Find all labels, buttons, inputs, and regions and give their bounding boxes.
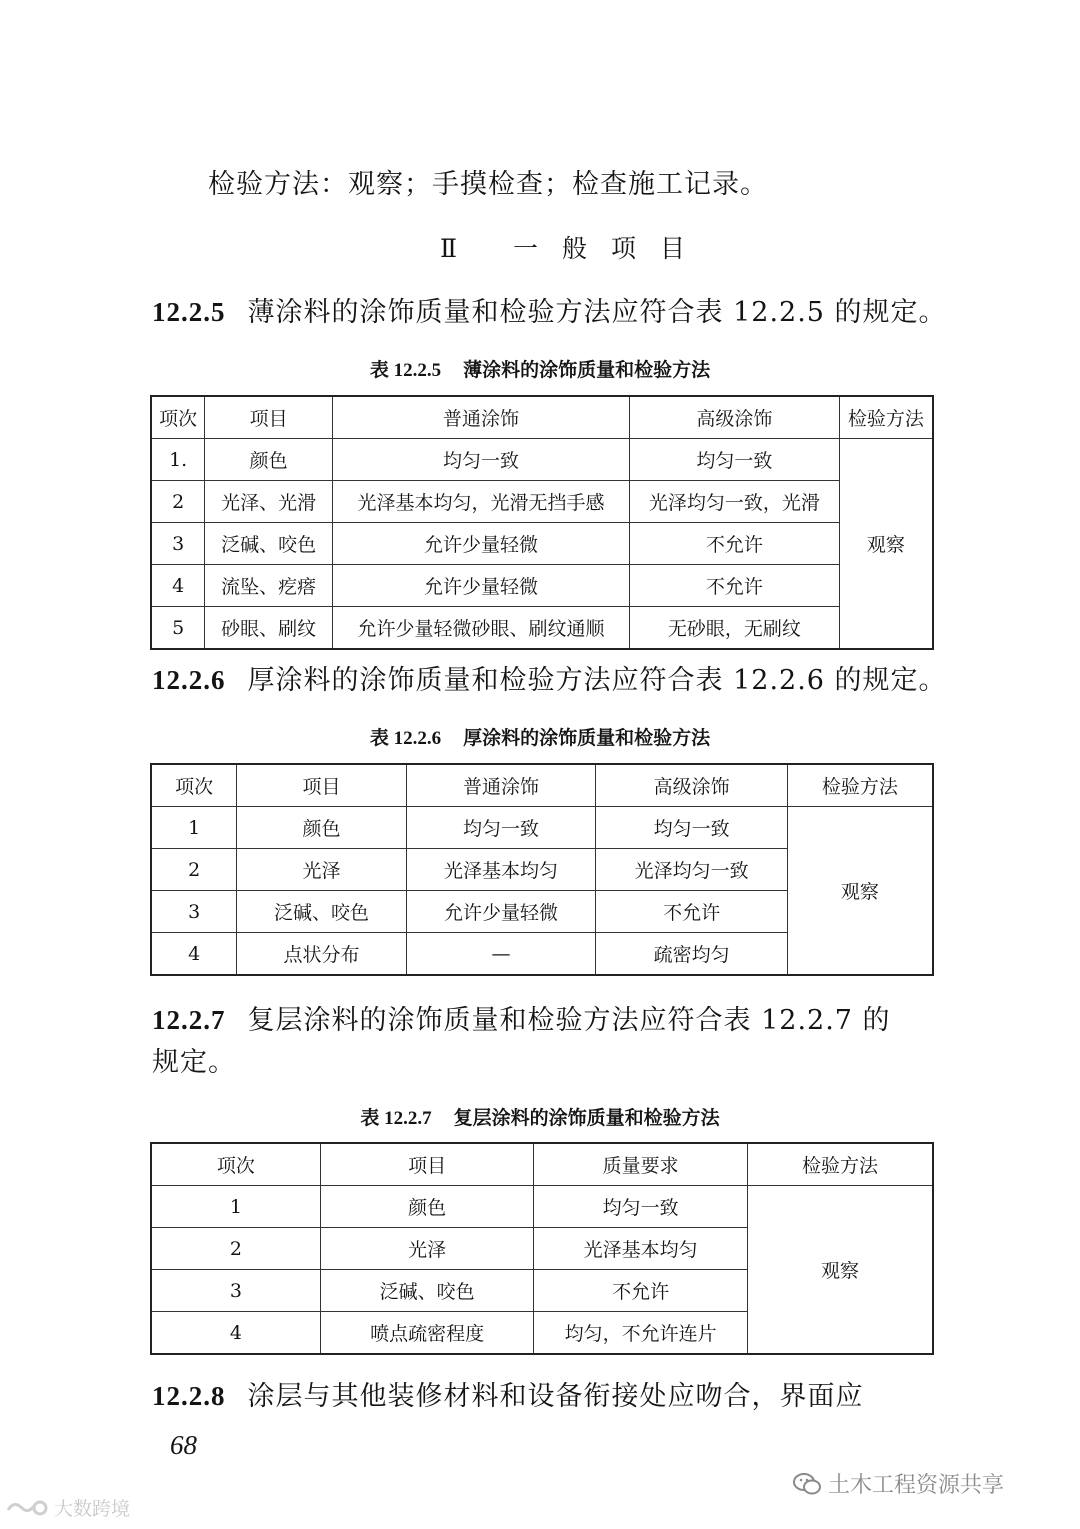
header-cell: 高级涂饰	[596, 764, 788, 807]
cell: 光泽基本均匀	[534, 1228, 748, 1270]
cell: 颜色	[320, 1186, 534, 1228]
cell: 点状分布	[237, 933, 407, 976]
header-cell: 项次	[151, 1143, 320, 1186]
cell: 4	[151, 933, 237, 976]
cell: 疏密均匀	[596, 933, 788, 976]
cell: 4	[151, 565, 205, 607]
clause-12-2-7	[152, 999, 891, 1042]
header-cell: 检验方法	[748, 1143, 933, 1186]
table-caption-12-2-5	[0, 355, 1080, 382]
cell: 砂眼、刷纹	[205, 607, 333, 650]
cell: 颜色	[237, 807, 407, 849]
clause-number: 12.2.6	[152, 665, 226, 695]
table-header-row	[151, 764, 933, 807]
cell: 光泽均匀一致，光滑	[630, 481, 839, 523]
table-row	[151, 807, 933, 849]
caption-number: 表 12.2.6	[369, 728, 442, 749]
cell: 4	[151, 1312, 320, 1355]
cell: 不允许	[596, 891, 788, 933]
watermark-text: 大数跨境	[54, 1498, 131, 1520]
cell: 2	[151, 1228, 320, 1270]
clause-12-2-7-continued: 规定。	[152, 1047, 236, 1078]
header-cell: 检验方法	[839, 396, 933, 439]
clause-text: 涂层与其他装修材料和设备衔接处应吻合，界面应	[247, 1381, 864, 1412]
wechat-icon	[792, 1472, 822, 1496]
table-12-2-5	[150, 395, 934, 650]
header-cell: 项目	[320, 1143, 534, 1186]
clause-text: 复层涂料的涂饰质量和检验方法应符合表 12.2.7 的	[247, 1005, 891, 1036]
cell: 不允许	[630, 523, 839, 565]
cell: 泛碱、咬色	[237, 891, 407, 933]
section-subheading: Ⅱ 一般项目	[440, 234, 709, 263]
cell: 泛碱、咬色	[205, 523, 333, 565]
cell: 3	[151, 891, 237, 933]
header-cell: 高级涂饰	[630, 396, 839, 439]
clause-12-2-5	[152, 291, 947, 334]
header-cell: 普通涂饰	[332, 396, 629, 439]
caption-text: 厚涂料的涂饰质量和检验方法	[463, 727, 711, 749]
cell: 流坠、疙瘩	[205, 565, 333, 607]
cell: 颜色	[205, 439, 333, 481]
cell: 光泽、光滑	[205, 481, 333, 523]
cell: 光泽	[320, 1228, 534, 1270]
table-header-row	[151, 1143, 933, 1186]
header-cell: 项次	[151, 396, 205, 439]
cell: 1	[151, 807, 237, 849]
header-cell: 质量要求	[534, 1143, 748, 1186]
cell: 均匀一致	[596, 807, 788, 849]
caption-number: 表 12.2.5	[369, 360, 442, 381]
cell: 均匀一致	[534, 1186, 748, 1228]
cell: 3	[151, 523, 205, 565]
clause-number: 12.2.8	[152, 1381, 226, 1411]
clause-number: 12.2.7	[152, 1005, 226, 1035]
cell: 喷点疏密程度	[320, 1312, 534, 1355]
table-header-row	[151, 396, 933, 439]
cell: 不允许	[534, 1270, 748, 1312]
table-caption-12-2-6	[0, 723, 1080, 750]
cell: 均匀一致	[332, 439, 629, 481]
cell: 均匀一致	[406, 807, 596, 849]
clause-12-2-6	[152, 659, 947, 702]
cell: 1	[151, 1186, 320, 1228]
cell: 光泽基本均匀	[406, 849, 596, 891]
cell: 2	[151, 849, 237, 891]
cell: 不允许	[630, 565, 839, 607]
method-cell: 观察	[787, 807, 933, 976]
table-caption-12-2-7	[0, 1103, 1080, 1130]
inspection-method-line: 检验方法：观察；手摸检查；检查施工记录。	[208, 169, 768, 200]
cell: 光泽基本均匀，光滑无挡手感	[332, 481, 629, 523]
clause-text: 薄涂料的涂饰质量和检验方法应符合表 12.2.5 的规定。	[247, 297, 947, 328]
header-cell: 普通涂饰	[406, 764, 596, 807]
table-row	[151, 481, 933, 523]
caption-number: 表 12.2.7	[360, 1108, 432, 1129]
cell: 均匀一致	[630, 439, 839, 481]
table-row	[151, 523, 933, 565]
clause-number: 12.2.5	[152, 297, 226, 327]
header-cell: 检验方法	[787, 764, 933, 807]
cell: 光泽	[237, 849, 407, 891]
cell: 5	[151, 607, 205, 650]
table-row	[151, 565, 933, 607]
cell: 允许少量轻微	[332, 523, 629, 565]
watermark-text: 土木工程资源共享	[828, 1473, 1005, 1498]
cell: 1.	[151, 439, 205, 481]
clause-text: 厚涂料的涂饰质量和检验方法应符合表 12.2.6 的规定。	[247, 665, 947, 696]
table-row	[151, 607, 933, 650]
table-12-2-7	[150, 1142, 934, 1355]
header-cell: 项目	[237, 764, 407, 807]
cell: 允许少量轻微	[332, 565, 629, 607]
header-cell: 项目	[205, 396, 333, 439]
cell: 2	[151, 481, 205, 523]
cell: 允许少量轻微砂眼、刷纹通顺	[332, 607, 629, 650]
watermark-logo-icon	[4, 1496, 50, 1520]
watermark-right	[792, 1468, 1004, 1499]
caption-text: 薄涂料的涂饰质量和检验方法	[463, 359, 711, 381]
table-row	[151, 439, 933, 481]
cell: 光泽均匀一致	[596, 849, 788, 891]
cell: —	[406, 933, 596, 976]
clause-12-2-8	[152, 1375, 864, 1418]
watermark-left	[4, 1494, 130, 1521]
page-number: 68	[170, 1430, 197, 1460]
caption-text: 复层涂料的涂饰质量和检验方法	[453, 1107, 720, 1129]
header-cell: 项次	[151, 764, 237, 807]
cell: 3	[151, 1270, 320, 1312]
method-cell: 观察	[748, 1186, 933, 1355]
cell: 允许少量轻微	[406, 891, 596, 933]
method-cell: 观察	[839, 439, 933, 650]
table-row	[151, 1186, 933, 1228]
table-12-2-6	[150, 763, 934, 976]
cell: 均匀，不允许连片	[534, 1312, 748, 1355]
cell: 无砂眼，无刷纹	[630, 607, 839, 650]
cell: 泛碱、咬色	[320, 1270, 534, 1312]
